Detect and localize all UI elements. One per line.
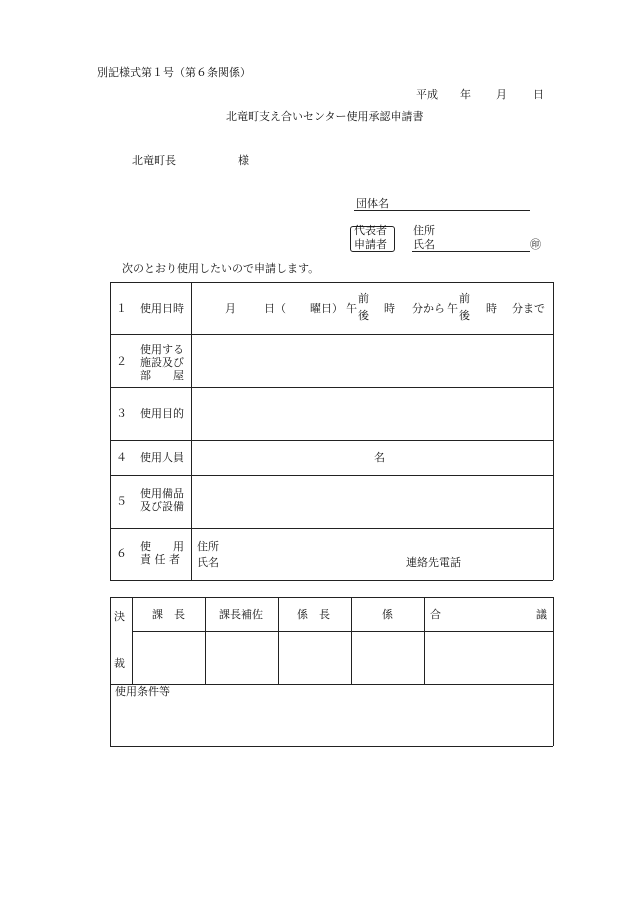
am-pm-choice-end <box>459 292 470 322</box>
row-number: ３ <box>116 407 127 420</box>
responsible-name-label: 氏名 <box>197 556 219 569</box>
form-number: 別記様式第１号（第６条関係） <box>97 66 251 79</box>
row-label: 使用目的 <box>140 407 184 420</box>
date-era: 平成 <box>416 88 438 101</box>
col-assistant-chief: 課長補佐 <box>219 608 263 621</box>
row-label-line: 使用備品 <box>140 487 184 500</box>
pm-option: 後 <box>358 309 369 322</box>
attendees-unit: 名 <box>374 451 385 464</box>
row-number: ５ <box>116 495 127 508</box>
applicant-name-field[interactable] <box>412 251 530 252</box>
col-section-chief: 課 長 <box>152 608 185 621</box>
row-label: 使用日時 <box>140 302 184 315</box>
row-number: ６ <box>116 547 127 560</box>
col-unit-chief: 係 長 <box>297 608 330 621</box>
row-label-line: 使用する <box>140 343 184 356</box>
contact-phone-label: 連絡先電話 <box>406 556 461 569</box>
kessai-label-bottom: 裁 <box>114 657 125 670</box>
row-number: ４ <box>116 451 127 464</box>
date-month: 月 <box>496 88 507 101</box>
am-option: 前 <box>358 292 369 305</box>
am-option: 前 <box>459 292 470 305</box>
row-number: ２ <box>116 355 127 368</box>
applicant-label: 申請者 <box>354 238 387 251</box>
row-label <box>140 487 184 513</box>
col-staff: 係 <box>382 608 393 621</box>
am-pm-prefix: 午 <box>346 302 357 315</box>
until-text: 分まで <box>512 302 545 315</box>
applicant-address-label: 住所 <box>413 224 435 237</box>
usage-conditions-label: 使用条件等 <box>115 685 170 698</box>
representative-label: 代表者 <box>354 224 387 237</box>
addressee-name: 北竜町長 <box>132 154 176 167</box>
col-consultation-left: 合 <box>430 608 441 621</box>
row-label-line: 及び設備 <box>140 500 184 513</box>
row-label-line: 施設及び <box>140 356 184 369</box>
seal-mark: ㊞ <box>530 238 541 251</box>
month-unit: 月 <box>225 302 236 315</box>
weekday-unit: 曜日） <box>310 302 343 315</box>
date-year: 年 <box>460 88 471 101</box>
group-name-field[interactable] <box>354 210 530 211</box>
col-consultation-right: 議 <box>536 608 547 621</box>
row-label-line: 使 用 <box>140 540 184 553</box>
group-name-label: 団体名 <box>356 197 389 210</box>
am-pm-prefix-end: 午 <box>447 302 458 315</box>
row-label <box>140 343 184 382</box>
day-unit: 日（ <box>264 302 286 315</box>
hour-unit: 時 <box>384 302 395 315</box>
am-pm-choice <box>358 292 369 322</box>
pm-option: 後 <box>459 309 470 322</box>
document-title: 北竜町支え合いセンター使用承認申請書 <box>226 110 424 123</box>
row-label: 使用人員 <box>140 451 184 464</box>
row-label-line: 部 屋 <box>140 369 184 382</box>
end-hour-unit: 時 <box>486 302 497 315</box>
intro-text: 次のとおり使用したいので申請します。 <box>122 262 320 275</box>
applicant-name-label: 氏名 <box>413 238 435 251</box>
kessai-label-top: 決 <box>114 610 125 623</box>
row-label <box>140 540 184 566</box>
date-day: 日 <box>533 88 544 101</box>
addressee-honorific: 様 <box>238 154 249 167</box>
responsible-address-label: 住所 <box>197 540 219 553</box>
from-text: 分から <box>412 302 445 315</box>
row-label-line: 責 任 者 <box>140 553 180 566</box>
row-number: １ <box>116 302 127 315</box>
